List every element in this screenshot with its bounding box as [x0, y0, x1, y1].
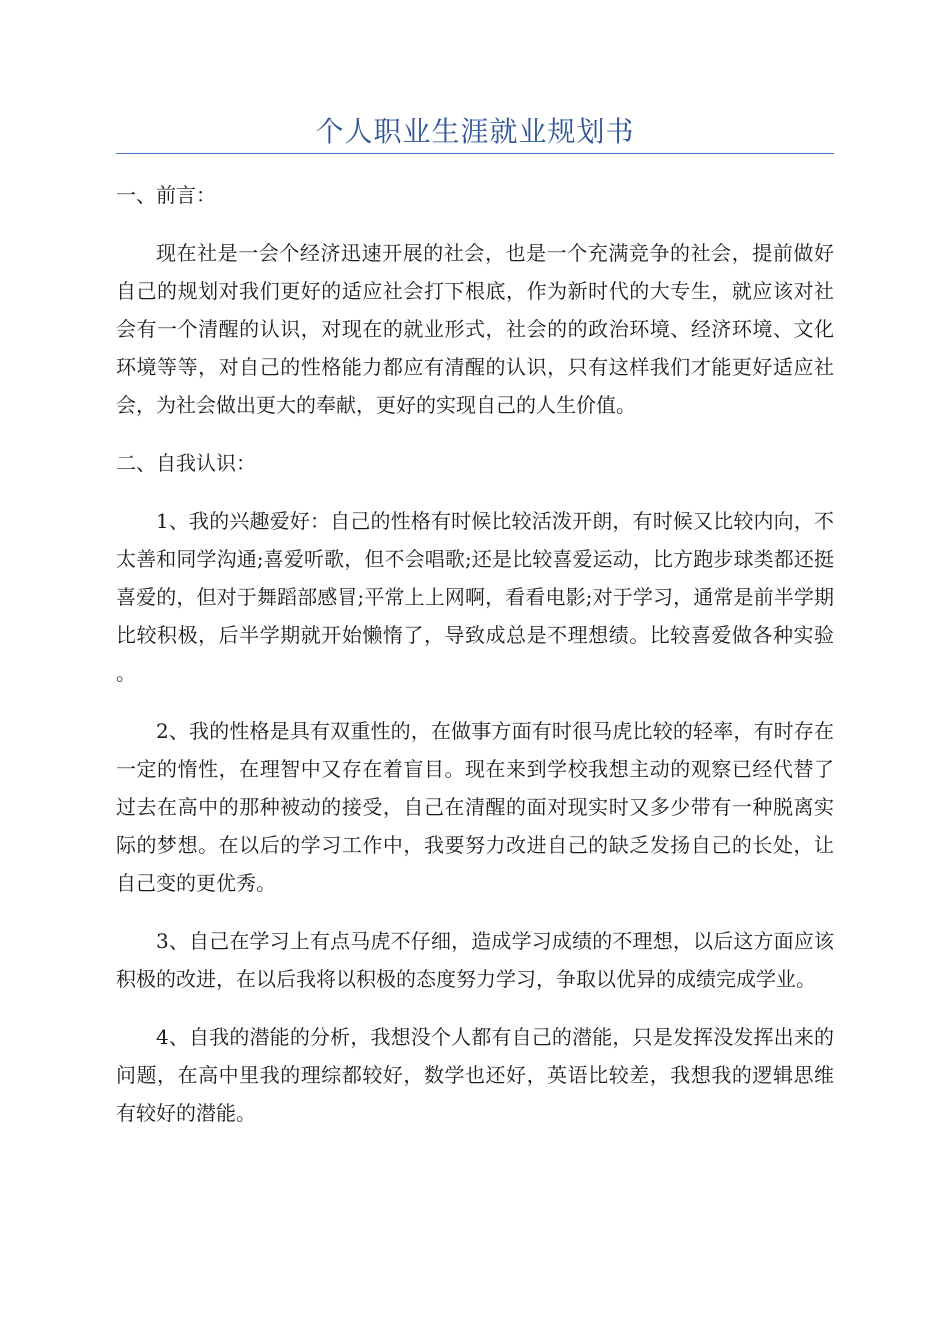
- document-title: 个人职业生涯就业规划书: [315, 115, 635, 148]
- section-heading-self-awareness: 二、自我认识：: [116, 451, 256, 475]
- self-awareness-paragraph-4: 4、自我的潜能的分析，我想没个人都有自己的潜能，只是发挥没发挥出来的问题，在高中里我的理综都较好，数学也还好，英语比较差，我想我的逻辑思维有较好的潜能。: [116, 1025, 834, 1125]
- self-awareness-paragraph-2: 2、我的性格是具有双重性的，在做事方面有时很马虎比较的轻率，有时存在一定的惰性，在理智中又存在着盲目。现在来到学校我想主动的观察已经代替了过去在高中的那种被动的接受，自己在清醒的面对现实时又多少带有一种脱离实际的梦想。在以后的学习工作中，我要努力改进自己的缺乏发扬自己的长处，让自己变的更优秀。: [116, 719, 834, 895]
- document-body: [116, 176, 834, 1152]
- preface-paragraph: 现在社是一会个经济迅速开展的社会，也是一个充满竞争的社会，提前做好自己的规划对我们更好的适应社会打下根底，作为新时代的大专生，就应该对社会有一个清醒的认识，对现在的就业形式，社会的的政治环境、经济环境、文化环境等等，对自己的性格能力都应有清醒的认识，只有这样我们才能更好适应社会，为社会做出更大的奉献，更好的实现自己的人生价值。: [116, 241, 834, 417]
- self-awareness-paragraph-3: 3、自己在学习上有点马虎不仔细，造成学习成绩的不理想，以后这方面应该积极的改进，在以后我将以积极的态度努力学习，争取以优异的成绩完成学业。: [116, 929, 834, 991]
- section-heading-preface: 一、前言：: [116, 183, 216, 207]
- title-underline: [116, 153, 834, 154]
- self-awareness-paragraph-1: 1、我的兴趣爱好：自己的性格有时候比较活泼开朗，有时候又比较内向，不太善和同学沟通;喜爱听歌，但不会唱歌;还是比较喜爱运动，比方跑步球类都还挺喜爱的，但对于舞蹈部感冒;平常上上网啊，看看电影;对于学习，通常是前半学期比较积极，后半学期就开始懒惰了，导致成总是不理想绩。比较喜爱做各种实验。: [116, 509, 834, 685]
